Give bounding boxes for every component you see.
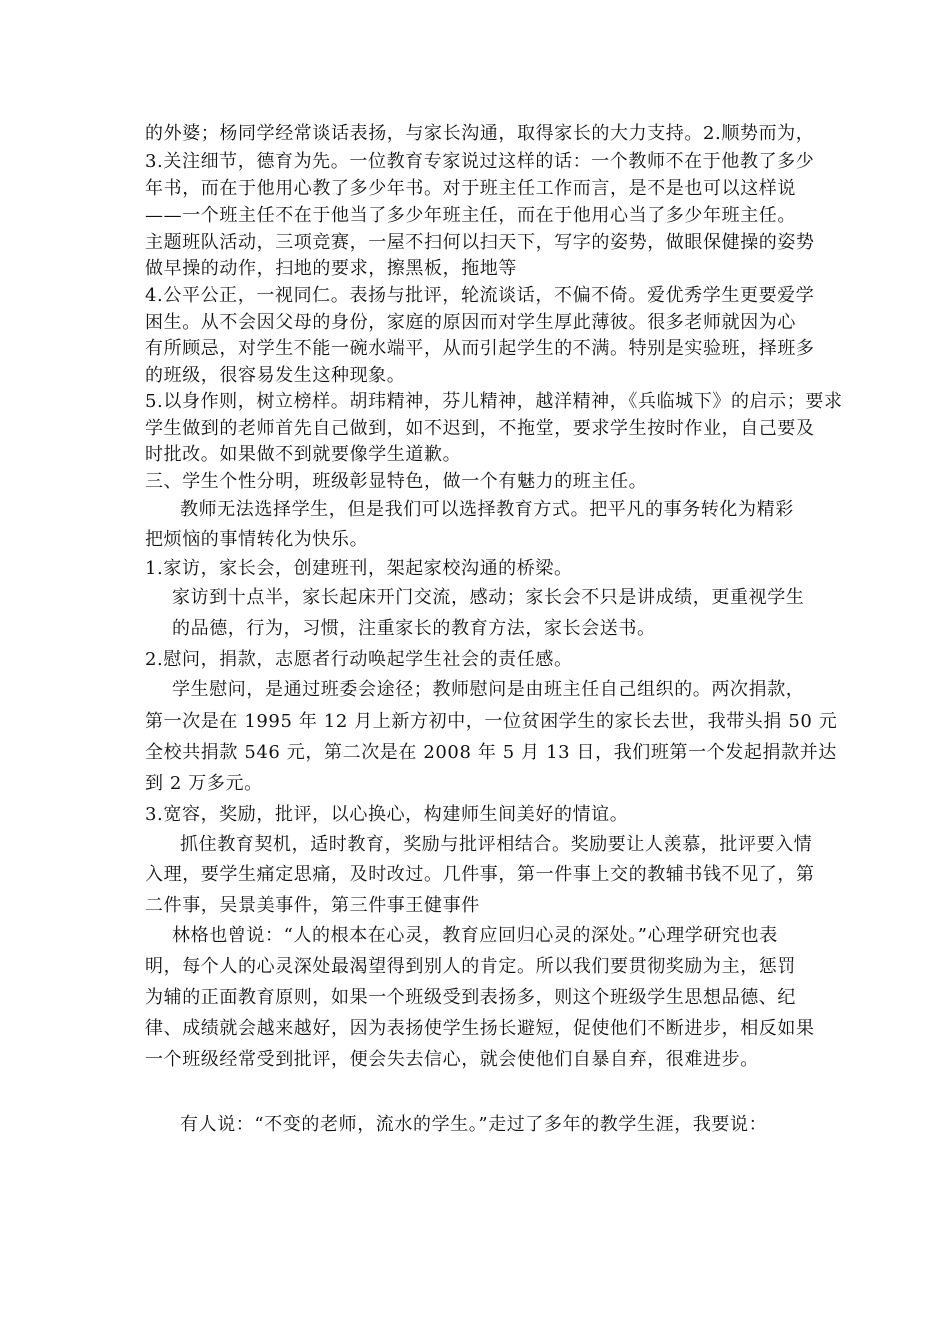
text-line: 的品德，行为，习惯，注重家长的教育方法，家长会送书。 <box>172 618 656 639</box>
text-line: 林格也曾说：“人的根本在心灵，教育应回归心灵的深处。”心理学研究也表 <box>172 925 778 946</box>
text-line: ——一个班主任不在于他当了多少年班主任，而在于他用心当了多少年班主任。 <box>145 205 796 226</box>
list-heading: 3.宽容，奖励，批评，以心换心，构建师生间美好的情谊。 <box>145 804 629 825</box>
text-line: 4.公平公正，一视同仁。表扬与批评，轮流谈话，不偏不倚。爱优秀学生更要爱学 <box>145 285 815 306</box>
text-line: 到 2 万多元。 <box>145 773 263 794</box>
text-line: 有人说：“不变的老师，流水的学生。”走过了多年的教学生涯，我要说： <box>180 1114 768 1135</box>
list-heading: 2.慰问，捐款，志愿者行动唤起学生社会的责任感。 <box>145 649 573 670</box>
text-line: 困生。从不会因父母的身份，家庭的原因而对学生厚此薄彼。很多老师就因为心 <box>145 312 796 333</box>
text-line: 学生做到的老师首先自己做到，如不迟到，不拖堂，要求学生按时作业，自己要及 <box>145 418 815 439</box>
text-line: 的外婆；杨同学经常谈话表扬，与家长沟通，取得家长的大力支持。2.顺势而为， <box>145 123 815 144</box>
text-line: 二件事，吴景美事件，第三件事王健事件 <box>145 895 480 916</box>
text-line: 教师无法选择学生，但是我们可以选择教育方式。把平凡的事务转化为精彩 <box>180 499 794 520</box>
text-line: 抓住教育契机，适时教育，奖励与批评相结合。奖励要让人羡慕，批评要入情 <box>180 834 813 855</box>
text-line: 5.以身作则，树立榜样。胡玮精神，芬儿精神，越洋精神，《兵临城下》的启示；要求 <box>145 391 843 412</box>
text-line: 全校共捐款 546 元，第二次是在 2008 年 5 月 13 日，我们班第一个发起捐款并达 <box>145 742 837 763</box>
text-line: 一个班级经常受到批评，便会失去信心，就会使他们自暴自弃，很难进步。 <box>145 1049 759 1070</box>
text-line: 时批改。如果做不到就要像学生道歉。 <box>145 444 462 465</box>
text-line: 学生慰问，是通过班委会途径；教师慰问是由班主任自己组织的。两次捐款， <box>172 679 805 700</box>
text-line: 有所顾忌，对学生不能一碗水端平，从而引起学生的不满。特别是实验班，择班多 <box>145 338 815 359</box>
text-line: 年书，而在于他用心教了多少年书。对于班主任工作而言，是不是也可以这样说 <box>145 178 796 199</box>
text-line: 为辅的正面教育原则，如果一个班级受到表扬多，则这个班级学生思想品德、纪 <box>145 987 796 1008</box>
text-line: 律、成绩就会越来越好，因为表扬使学生扬长避短，促使他们不断进步，相反如果 <box>145 1018 815 1039</box>
list-heading: 1.家访，家长会，创建班刊，架起家校沟通的桥梁。 <box>145 558 573 579</box>
text-line: 第一次是在 1995 年 12 月上新方初中，一位贫困学生的家长去世，我带头捐 50 元 <box>145 711 838 732</box>
text-line: 入理，要学生痛定思痛，及时改过。几件事，第一件事上交的教辅书钱不见了，第 <box>145 864 815 885</box>
section-heading: 三、学生个性分明，班级彰显特色，做一个有魅力的班主任。 <box>145 471 648 492</box>
text-line: 3.关注细节，德育为先。一位教育专家说过这样的话：一个教师不在于他教了多少 <box>145 151 815 172</box>
text-line: 做早操的动作，扫地的要求，擦黑板，拖地等 <box>145 258 517 279</box>
text-line: 明，每个人的心灵深处最渴望得到别人的肯定。所以我们要贯彻奖励为主，惩罚 <box>145 956 796 977</box>
text-line: 主题班队活动，三项竞赛，一屋不扫何以扫天下，写字的姿势，做眼保健操的姿势 <box>145 232 815 253</box>
text-line: 的班级，很容易发生这种现象。 <box>145 365 406 386</box>
text-line: 家访到十点半，家长起床开门交流，感动；家长会不只是讲成绩，更重视学生 <box>172 587 805 608</box>
text-line: 把烦恼的事情转化为快乐。 <box>145 529 369 550</box>
